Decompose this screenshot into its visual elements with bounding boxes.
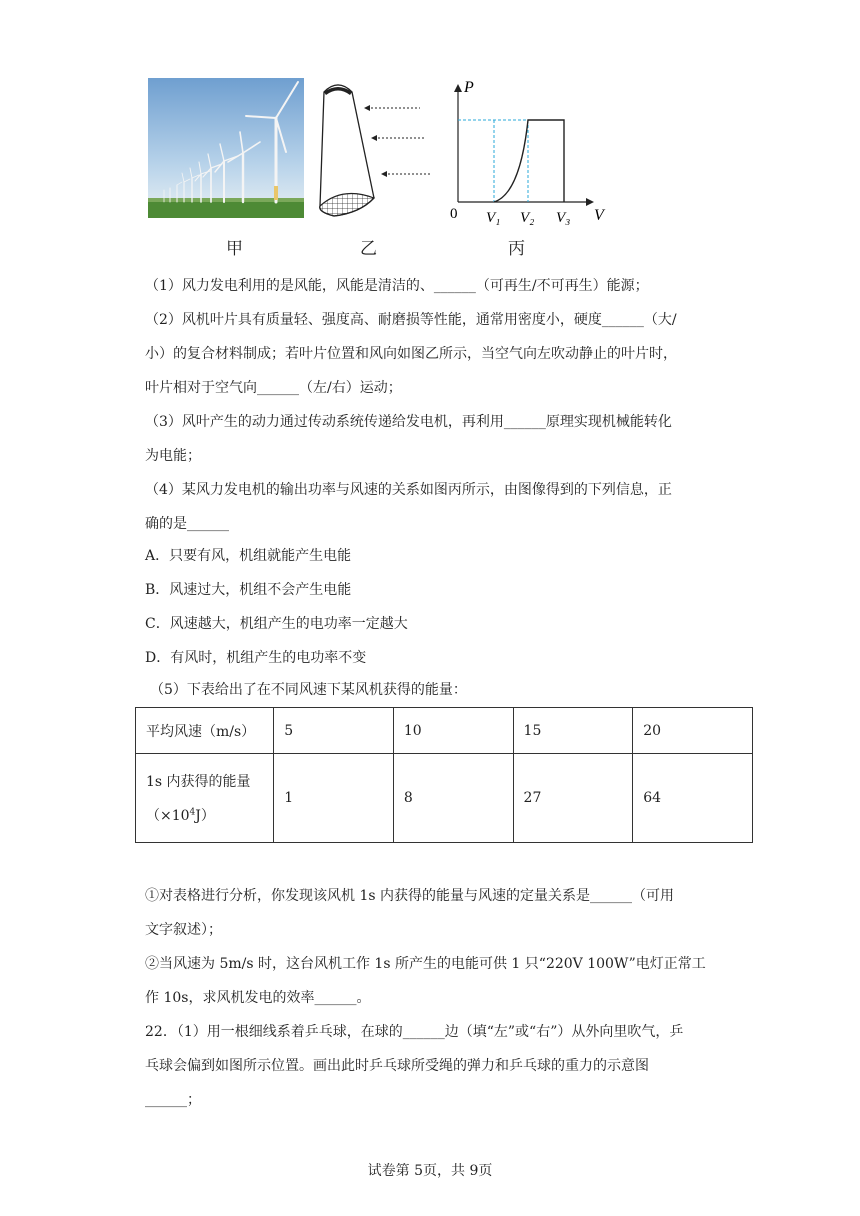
graph-tick-v1: V₁ xyxy=(486,210,501,226)
energy-unit-exponent: 4 xyxy=(189,807,196,818)
table-cell: 20 xyxy=(633,708,753,754)
table-cell-energy-label xyxy=(136,754,274,843)
question-3-line-2: 为电能； xyxy=(145,448,201,464)
table-row xyxy=(136,708,753,754)
table-row xyxy=(136,754,753,843)
power-speed-graph xyxy=(446,76,606,236)
caption-yi: 乙 xyxy=(360,239,377,259)
wind-turbine-photo xyxy=(148,78,304,218)
question-22-line-1: 22．（1）用一根细线系着乒乓球，在球的______边（填“左”或“右”）从外向里吹气，乒 xyxy=(145,1024,684,1040)
question-22-line-3: ______； xyxy=(145,1092,201,1108)
sub-question-2-line-1: ②当风速为 5m/s 时，这台风机工作 1s 所产生的电能可供 1 只“220V 100W”电灯正常工 xyxy=(145,956,706,972)
graph-y-label: P xyxy=(464,79,474,96)
graph-tick-v2: V₂ xyxy=(520,210,535,226)
question-4-line-1: （4）某风力发电机的输出功率与风速的关系如图丙所示，由图像得到的下列信息，正 xyxy=(145,482,672,498)
energy-unit xyxy=(146,805,263,825)
caption-bing: 丙 xyxy=(508,239,525,259)
table-cell: 15 xyxy=(513,708,633,754)
question-2-line-3: 叶片相对于空气向______（左/右）运动； xyxy=(145,380,402,396)
energy-unit-pre: （×10 xyxy=(146,808,190,824)
table-cell: 8 xyxy=(393,754,513,843)
sub-question-2-line-2: 作 10s，求风机发电的效率______。 xyxy=(145,990,371,1006)
question-3-line-1: （3）风叶产生的动力通过传动系统传递给发电机，再利用______原理实现机械能转化 xyxy=(145,414,672,430)
blade-diagram xyxy=(312,78,432,223)
caption-jia: 甲 xyxy=(226,239,243,259)
table-cell: 64 xyxy=(633,754,753,843)
sub-question-1-line-2: 文字叙述）； xyxy=(145,922,222,938)
energy-label-text: 1s 内获得的能量 xyxy=(146,774,251,790)
table-cell: 27 xyxy=(513,754,633,843)
option-c: C．风速越大，机组产生的电功率一定越大 xyxy=(145,616,408,632)
graph-x-label: V xyxy=(594,207,604,224)
wind-energy-table xyxy=(135,707,753,843)
option-b: B．风速过大，机组不会产生电能 xyxy=(145,582,352,598)
graph-origin: 0 xyxy=(450,206,458,222)
energy-unit-post: J） xyxy=(195,808,215,824)
question-5: （5）下表给出了在不同风速下某风机获得的能量： xyxy=(150,682,467,698)
table-cell: 5 xyxy=(274,708,394,754)
graph-tick-v3: V₃ xyxy=(556,210,571,226)
question-4-line-2: 确的是______ xyxy=(145,516,229,532)
question-1: （1）风力发电利用的是风能，风能是清洁的、______（可再生/不可再生）能源； xyxy=(145,278,649,294)
table-cell: 10 xyxy=(393,708,513,754)
question-2-line-1: （2）风机叶片具有质量轻、强度高、耐磨损等性能，通常用密度小，硬度______（大/ xyxy=(145,312,677,328)
sub-question-1-line-1: ①对表格进行分析，你发现该风机 1s 内获得的能量与风速的定量关系是______（可用 xyxy=(145,888,674,904)
question-2-line-2: 小）的复合材料制成；若叶片位置和风向如图乙所示，当空气向左吹动静止的叶片时， xyxy=(145,346,677,362)
question-22-line-2: 乓球会偏到如图所示位置。画出此时乒乓球所受绳的弹力和乒乓球的重力的示意图 xyxy=(145,1058,649,1074)
option-d: D．有风时，机组产生的电功率不变 xyxy=(145,650,367,666)
option-a: A．只要有风，机组就能产生电能 xyxy=(145,548,352,564)
page-footer: 试卷第 5页，共 9页 xyxy=(367,1163,493,1179)
table-cell: 1 xyxy=(274,754,394,843)
table-cell-speed-label: 平均风速（m/s） xyxy=(136,708,274,754)
